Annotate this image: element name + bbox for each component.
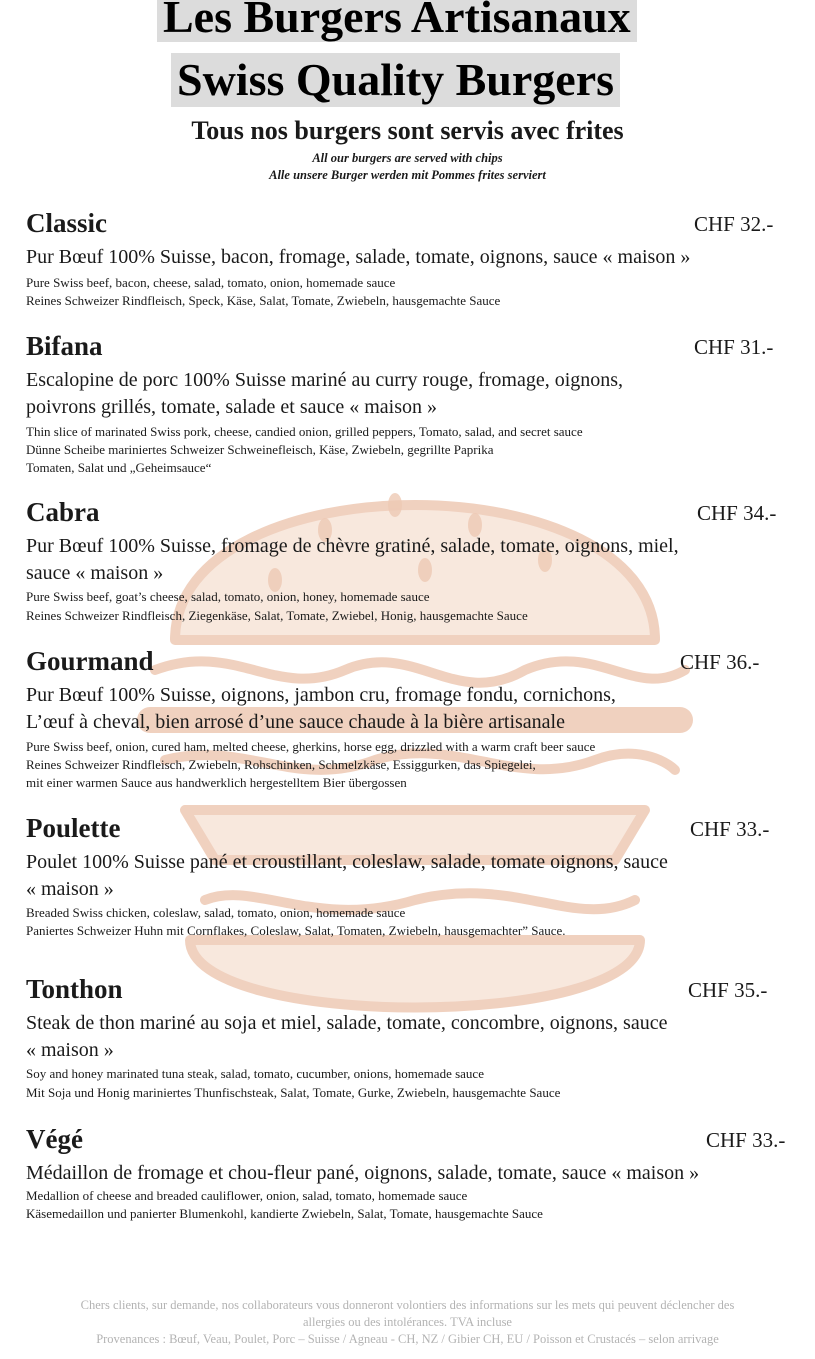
subtitle-french: Tous nos burgers sont servis avec frites: [191, 116, 624, 145]
item-description-de: Paniertes Schweizer Huhn mit Cornflakes, Coleslaw, Salat, Tomaten, Zwiebeln, hausgemachter” Sauce.: [26, 923, 566, 938]
footer-note: [20, 1297, 795, 1348]
item-price: CHF 36.-: [680, 650, 760, 674]
item-name: Classic: [26, 208, 107, 238]
item-description-en: Pure Swiss beef, onion, cured ham, melted cheese, gherkins, horse egg, drizzled with a warm craft beer sauce: [26, 739, 596, 754]
item-description-fr: Pur Bœuf 100% Suisse, fromage de chèvre gratiné, salade, tomate, oignons, miel, sauce « maison »: [26, 535, 679, 584]
item-price: CHF 33.-: [706, 1128, 786, 1152]
item-price: CHF 34.-: [697, 501, 777, 525]
subtitle-german: Alle unsere Burger werden mit Pommes frites serviert: [269, 168, 546, 182]
item-name: Tonthon: [26, 974, 123, 1004]
item-name: Poulette: [26, 813, 121, 843]
item-description-fr: Pur Bœuf 100% Suisse, bacon, fromage, salade, tomate, oignons, sauce « maison »: [26, 246, 691, 268]
item-description-en: Soy and honey marinated tuna steak, salad, tomato, cucumber, onions, homemade sauce: [26, 1066, 484, 1081]
item-price: CHF 35.-: [688, 978, 768, 1002]
item-description-de-1: Reines Schweizer Rindfleisch, Zwiebeln, Rohschinken, Schmelzkäse, Essiggurken, das Spiegelei,: [26, 757, 536, 772]
item-description-de-2: Tomaten, Salat und „Geheimsauce“: [26, 460, 212, 475]
item-description-fr: Escalopine de porc 100% Suisse mariné au curry rouge, fromage, oignons, poivrons grillés, tomate, salade et sauce « maison »: [26, 369, 624, 418]
item-description-fr: Poulet 100% Suisse pané et croustillant, coleslaw, salade, tomate oignons, sauce « maison »: [26, 851, 668, 900]
item-description-de: Mit Soja und Honig mariniertes Thunfischsteak, Salat, Tomate, Gurke, Zwiebeln, hausgemachte Sauce: [26, 1085, 561, 1100]
item-price: CHF 31.-: [694, 335, 774, 359]
item-name: Végé: [26, 1124, 83, 1154]
title-line-1: Les Burgers Artisanaux: [157, 0, 637, 42]
item-name: Gourmand: [26, 646, 154, 676]
item-name: Cabra: [26, 497, 100, 527]
subtitle-english: All our burgers are served with chips: [312, 151, 503, 165]
item-description-en: Breaded Swiss chicken, coleslaw, salad, tomato, onion, homemade sauce: [26, 905, 406, 920]
item-description-de: Reines Schweizer Rindfleisch, Speck, Käse, Salat, Tomate, Zwiebeln, hausgemachte Sauce: [26, 293, 501, 308]
item-description-fr: Pur Bœuf 100% Suisse, oignons, jambon cru, fromage fondu, cornichons, L’œuf à cheval, bien arrosé d’une sauce chaude à la bière artisanale: [26, 684, 616, 733]
item-description-fr: Steak de thon mariné au soja et miel, salade, tomate, concombre, oignons, sauce « maison »: [26, 1012, 668, 1061]
item-description-de-2: mit einer warmen Sauce aus handwerklich hergestelltem Bier übergossen: [26, 775, 407, 790]
item-description-en: Medallion of cheese and breaded cauliflower, onion, salad, tomato, homemade sauce: [26, 1188, 468, 1203]
item-description-de-1: Dünne Scheibe mariniertes Schweizer Schweinefleisch, Käse, Zwiebeln, gegrillte Paprika: [26, 442, 494, 457]
item-price: CHF 32.-: [694, 212, 774, 236]
item-description-fr: Médaillon de fromage et chou-fleur pané, oignons, salade, tomate, sauce « maison »: [26, 1162, 700, 1184]
footer-line-3: Provenances : Bœuf, Veau, Poulet, Porc – Suisse / Agneau - CH, NZ / Gibier CH, EU / Poisson et Crustacés – selon arrivage: [96, 1332, 719, 1346]
footer-line-2: allergies ou des intolérances. TVA incluse: [303, 1315, 512, 1329]
item-description-de: Reines Schweizer Rindfleisch, Ziegenkäse, Salat, Tomate, Zwiebel, Honig, hausgemachte Sauce: [26, 608, 528, 623]
item-description-de: Käsemedaillon und panierter Blumenkohl, kandierte Zwiebeln, Salat, Tomate, hausgemachte Sauce: [26, 1206, 543, 1221]
item-description-en: Pure Swiss beef, goat’s cheese, salad, tomato, onion, honey, homemade sauce: [26, 589, 430, 604]
item-description-en: Pure Swiss beef, bacon, cheese, salad, tomato, onion, homemade sauce: [26, 275, 396, 290]
title-line-2: Swiss Quality Burgers: [171, 53, 620, 107]
item-description-en: Thin slice of marinated Swiss pork, cheese, candied onion, grilled peppers, Tomato, salad, and secret sauce: [26, 424, 583, 439]
item-name: Bifana: [26, 331, 103, 361]
footer-line-1: Chers clients, sur demande, nos collaborateurs vous donneront volontiers des informations sur les mets qui peuvent déclencher des: [80, 1298, 735, 1312]
item-price: CHF 33.-: [690, 817, 770, 841]
